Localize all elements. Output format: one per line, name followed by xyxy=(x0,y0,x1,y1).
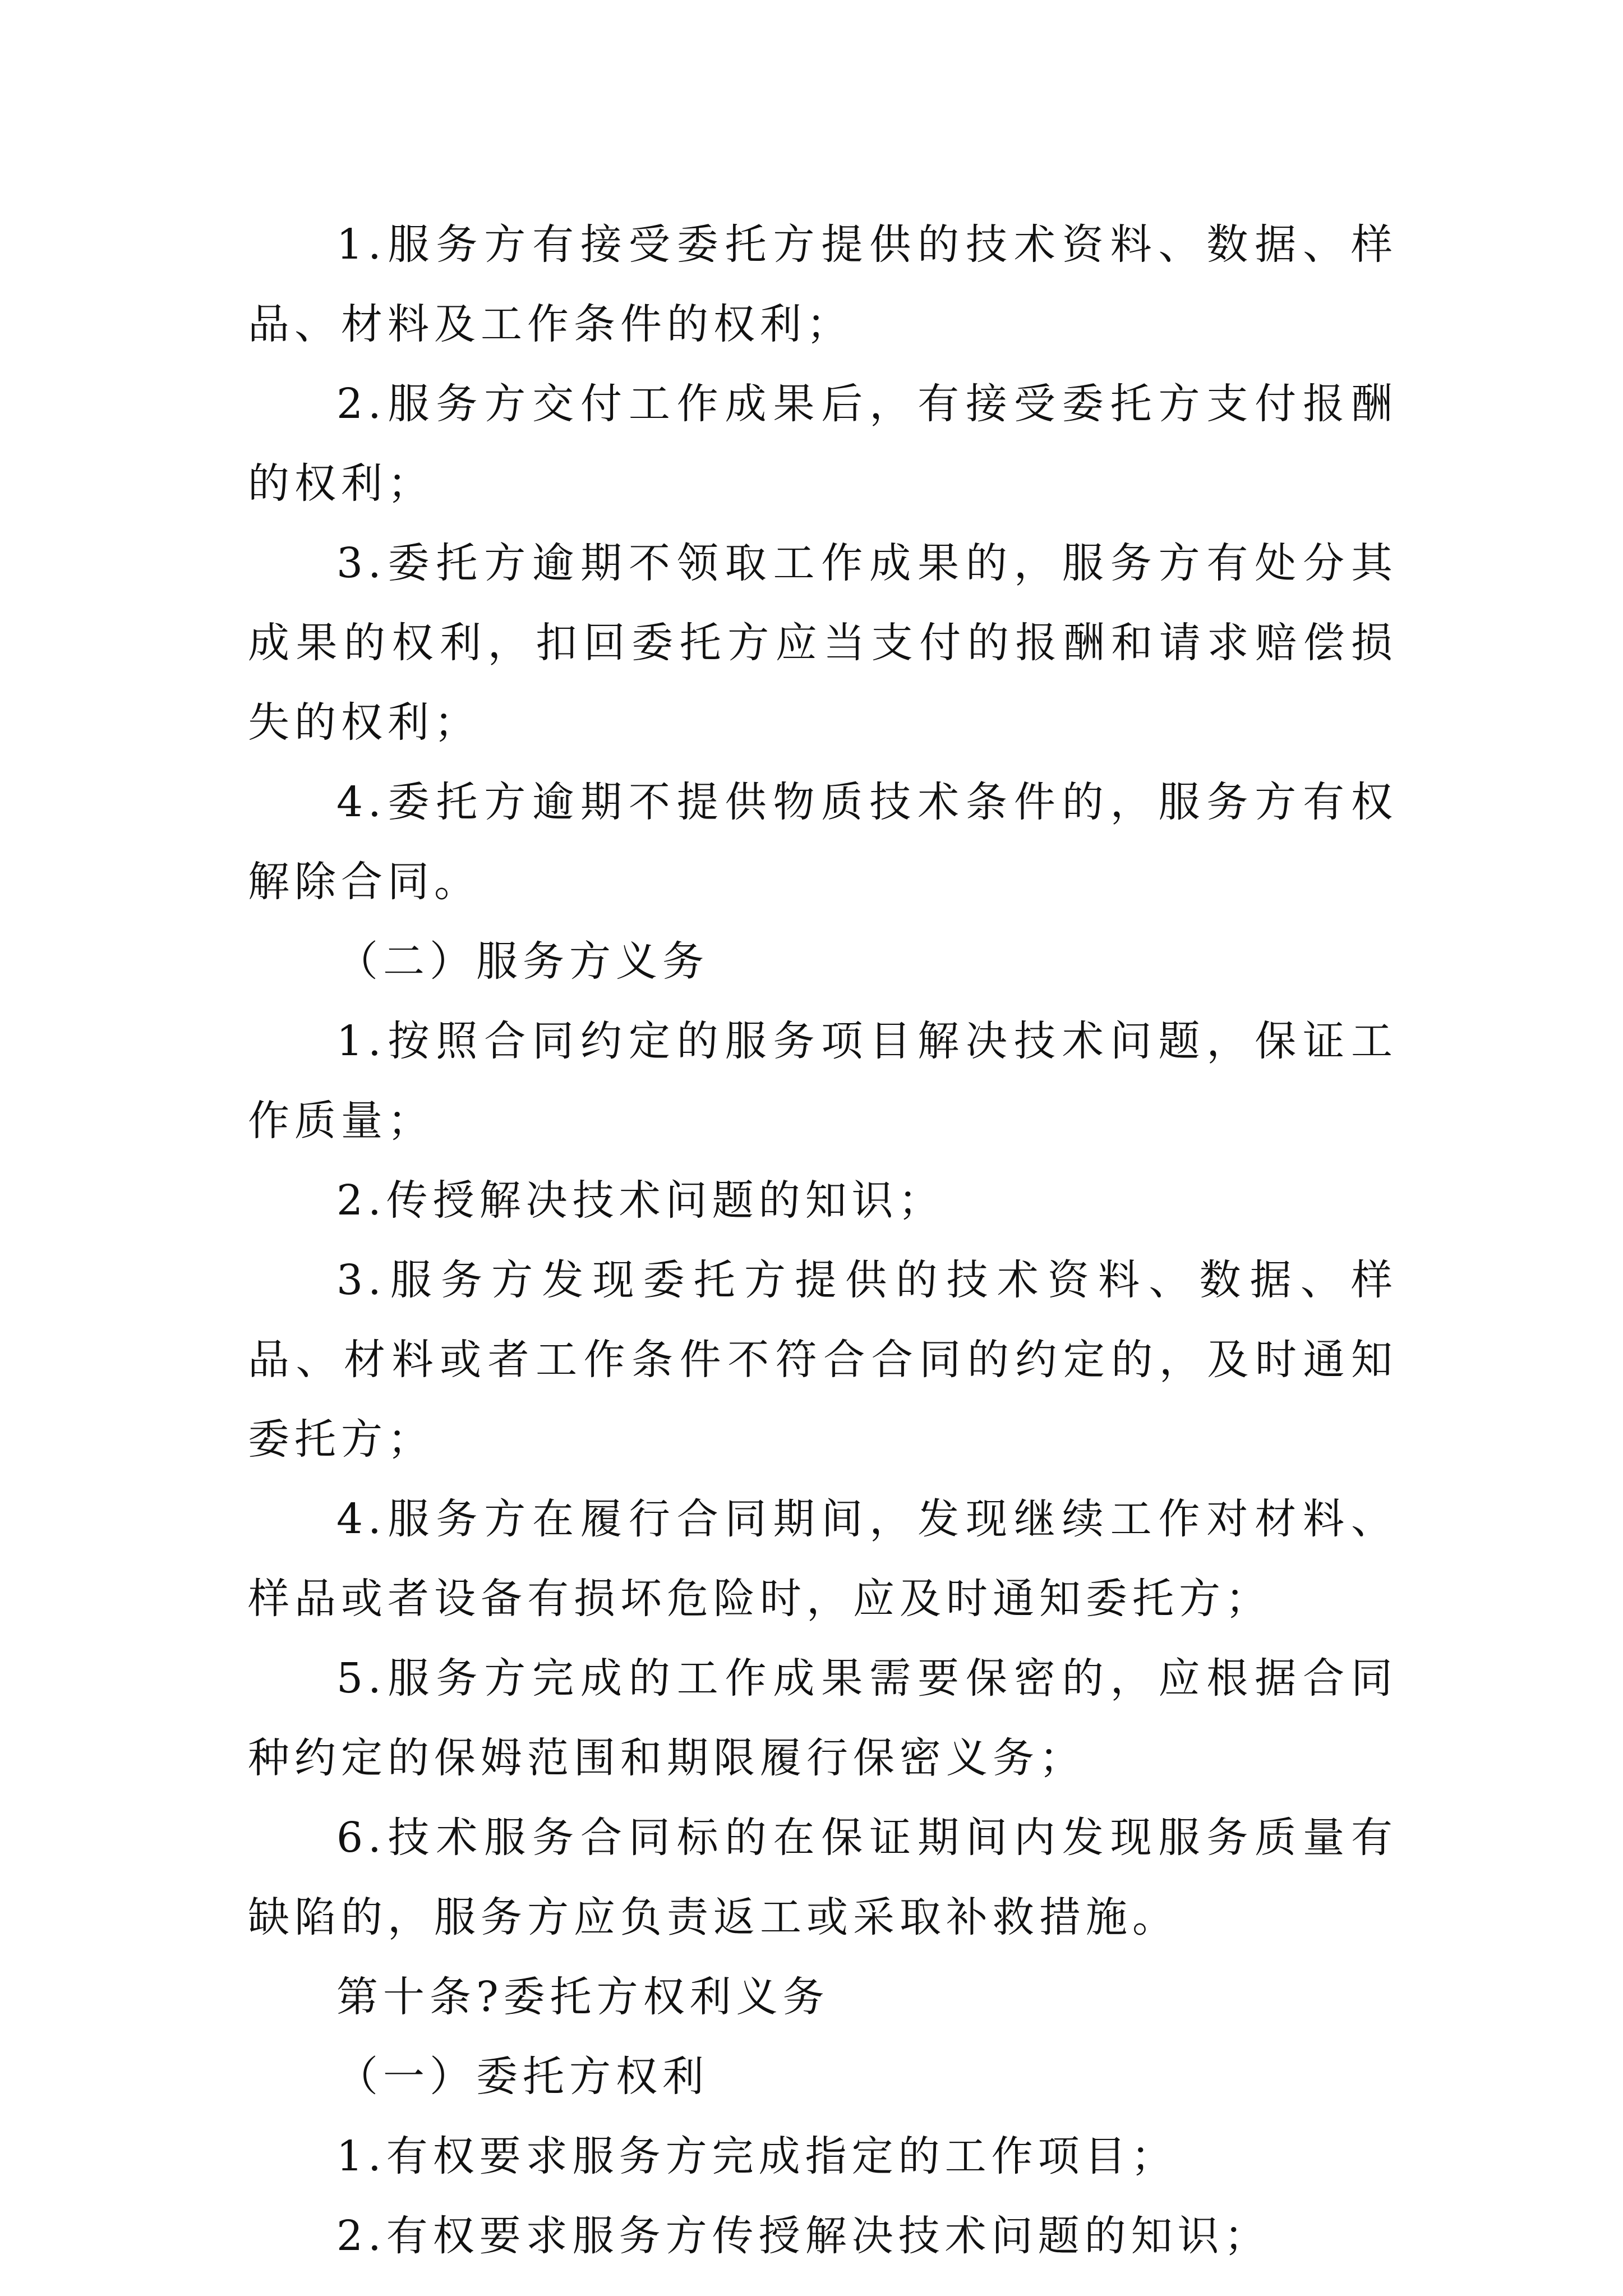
paragraph-provider-obligation-5: 5.服务方完成的工作成果需要保密的，应根据合同种约定的保姆范围和期限履行保密义务； xyxy=(248,1654,1398,1782)
paragraph-provider-obligation-2: 2.传授解决技术问题的知识； xyxy=(336,1176,945,1225)
section-heading-provider-obligations: （二）服务方义务 xyxy=(336,937,709,986)
document-body xyxy=(248,205,1398,2276)
paragraph-provider-right-3: 3.委托方逾期不领取工作成果的，服务方有处分其成果的权利，扣回委托方应当支付的报酬和请求赔偿损失的权利； xyxy=(248,539,1398,747)
paragraph-provider-obligation-3: 3.服务方发现委托方提供的技术资料、数据、样品、材料或者工作条件不符合合同的约定的，及时通知委托方； xyxy=(248,1256,1398,1464)
paragraph-client-right-1: 1.有权要求服务方完成指定的工作项目； xyxy=(336,2132,1178,2180)
paragraph-provider-right-4: 4.委托方逾期不提供物质技术条件的，服务方有权解除合同。 xyxy=(248,778,1398,906)
section-heading-client-rights: （一）委托方权利 xyxy=(336,2053,709,2101)
paragraph-provider-obligation-1: 1.按照合同约定的服务项目解决技术问题，保证工作质量； xyxy=(248,1017,1398,1145)
article-heading-10: 第十条?委托方权利义务 xyxy=(336,1973,829,2021)
paragraph-client-right-2: 2.有权要求服务方传授解决技术问题的知识； xyxy=(336,2212,1271,2260)
paragraph-provider-right-1: 1.服务方有接受委托方提供的技术资料、数据、样品、材料及工作条件的权利； xyxy=(248,220,1398,348)
paragraph-provider-obligation-4: 4.服务方在履行合同期间，发现继续工作对材料、样品或者设备有损坏危险时，应及时通知委托方； xyxy=(248,1495,1398,1623)
paragraph-provider-obligation-6: 6.技术服务合同标的在保证期间内发现服务质量有缺陷的，服务方应负责返工或采取补救措施。 xyxy=(248,1814,1398,1941)
paragraph-provider-right-2: 2.服务方交付工作成果后，有接受委托方支付报酬的权利； xyxy=(248,380,1398,508)
